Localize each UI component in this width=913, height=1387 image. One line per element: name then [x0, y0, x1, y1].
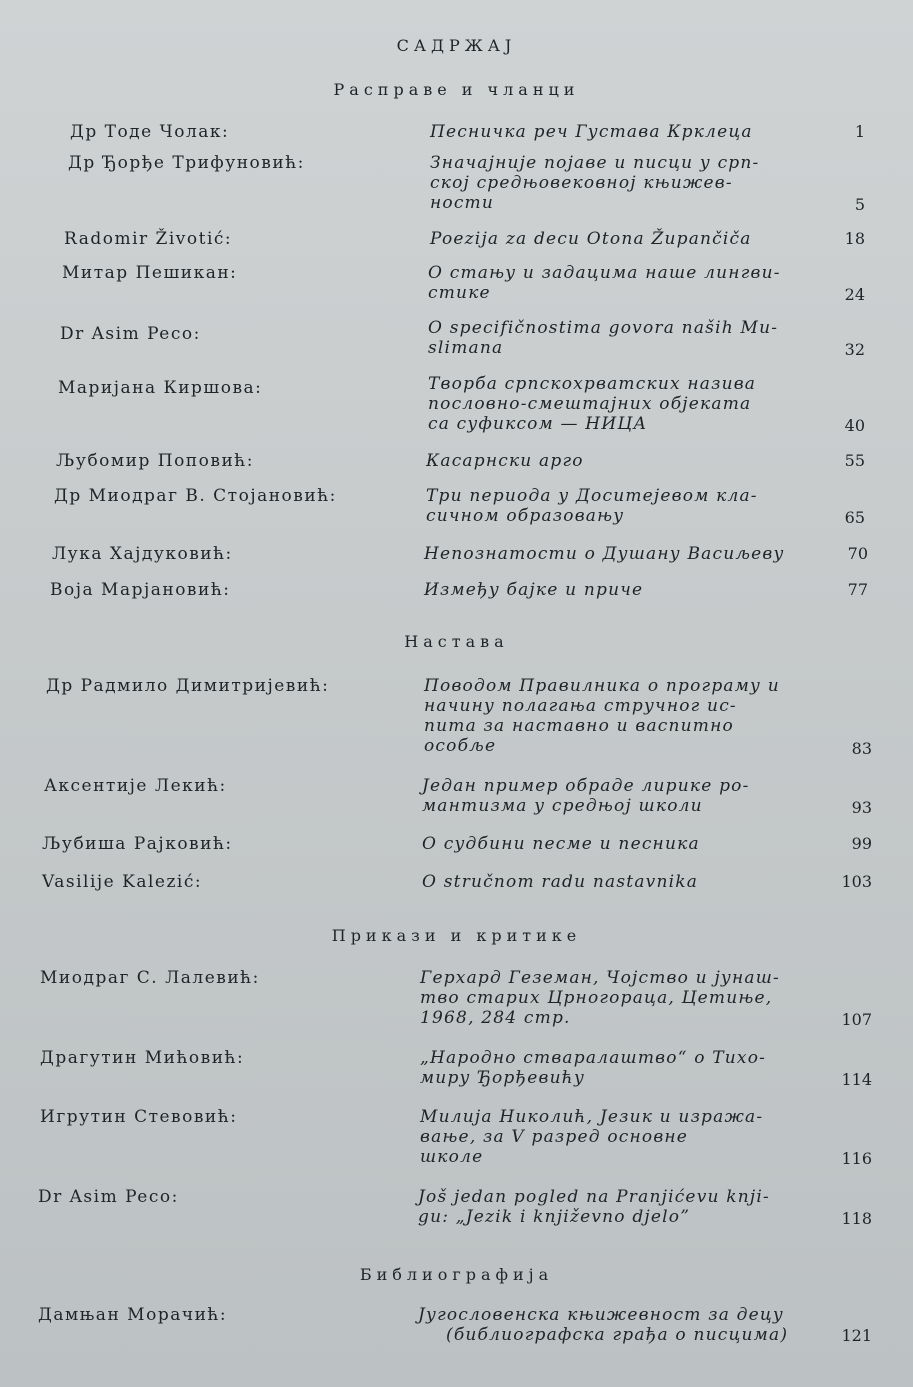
section-heading: Настава — [404, 632, 509, 651]
entry-title: Песничка реч Густава Крклеца — [430, 122, 753, 142]
entry-page: 107 — [841, 1010, 872, 1029]
entry-title: Касарнски арго — [426, 451, 584, 471]
entry-title: O stručnom radu nastavnika — [422, 872, 699, 892]
entry-author: Митар Пешикан: — [62, 263, 238, 283]
entry-author: Radomir Životić: — [64, 229, 233, 249]
entry-page: 55 — [844, 451, 865, 470]
entry-page: 32 — [844, 340, 865, 359]
entry-author: Воја Марјановић: — [50, 580, 231, 600]
entry-page: 1 — [854, 122, 865, 141]
entry-title: Један пример обраде лирике ро- мантизма у средњој школи — [422, 776, 750, 816]
section-heading: Прикази и критике — [331, 926, 582, 945]
entry-title: Поводом Правилника о програму и начину полагања стручног ис- пита за наставно и васпитно особље — [424, 676, 780, 756]
entry-author: Драгутин Мићовић: — [40, 1048, 245, 1068]
entry-page: 116 — [841, 1149, 872, 1168]
entry-author: Љубиша Рајковић: — [42, 834, 233, 854]
entry-author: Игрутин Стевовић: — [40, 1107, 238, 1127]
entry-author: Маријана Киршова: — [58, 378, 263, 398]
entry-page: 18 — [844, 229, 865, 248]
entry-title: Милија Николић, Језик и изража- вање, за V разред основне школе — [420, 1107, 764, 1167]
entry-title: Još jedan pogled na Pranjićevu knji- gu: „Jezik i književno djelo” — [418, 1187, 770, 1227]
entry-title: Три периода у Доситејевом кла- сичном образовању — [426, 486, 758, 526]
section-heading: Расправе и чланци — [333, 80, 580, 99]
entry-title: Poezija za decu Otona Župančiča — [430, 229, 752, 249]
entry-author: Љубомир Поповић: — [56, 451, 254, 471]
entry-title: Герхард Геземан, Чојство и јунаш- тво старих Црногораца, Цетиње, 1968, 284 стр. — [420, 968, 780, 1028]
entry-author: Лука Хајдуковић: — [52, 544, 233, 564]
entry-author: Др Тоде Чолак: — [70, 122, 230, 142]
section-heading: Библиографија — [359, 1265, 554, 1284]
entry-page: 99 — [851, 834, 872, 853]
entry-author: Dr Asim Peco: — [38, 1187, 179, 1207]
entry-author: Аксентије Лекић: — [44, 776, 227, 796]
entry-page: 103 — [841, 872, 872, 891]
entry-title: О судбини песме и песника — [422, 834, 700, 854]
entry-page: 83 — [851, 739, 872, 758]
entry-page: 118 — [841, 1209, 872, 1228]
entry-author: Дамњан Морачић: — [38, 1305, 228, 1325]
entry-title: О стању и задацима наше лингви- стике — [428, 263, 781, 303]
entry-title: O specifičnostima govora naših Mu- slimana — [428, 318, 779, 358]
entry-author: Др Радмило Димитријевић: — [46, 676, 330, 696]
entry-page: 121 — [841, 1326, 872, 1345]
entry-title: Творба српскохрватских назива пословно-смештајних објеката са суфиксом — НИЦА — [428, 374, 757, 434]
entry-author: Dr Asim Peco: — [60, 324, 201, 344]
contents-heading: САДРЖАЈ — [396, 36, 517, 55]
entry-page: 77 — [847, 580, 868, 599]
entry-author: Др Миодраг В. Стојановић: — [54, 486, 337, 506]
entry-title: Значајније појаве и писци у срп- ској средњовековној књижев- ности — [430, 153, 760, 213]
entry-title: „Народно стваралаштво“ о Тихо- миру Ђорђевићу — [420, 1048, 767, 1088]
entry-page: 5 — [854, 195, 865, 214]
entry-title: Непознатости о Душану Васиљеву — [424, 544, 785, 564]
entry-author: Vasilije Kalezić: — [42, 872, 203, 892]
entry-page: 114 — [841, 1070, 872, 1089]
entry-page: 70 — [847, 544, 868, 563]
entry-page: 65 — [844, 508, 865, 527]
entry-page: 24 — [844, 285, 865, 304]
entry-page: 40 — [844, 416, 865, 435]
entry-page: 93 — [851, 798, 872, 817]
entry-title: Између бајке и приче — [424, 580, 644, 600]
entry-author: Др Ђорђе Трифуновић: — [68, 153, 305, 173]
entry-author: Миодраг С. Лалевић: — [40, 968, 260, 988]
entry-title: Југословенска књижевност за децу (библиографска грађа о писцима) — [418, 1305, 789, 1345]
